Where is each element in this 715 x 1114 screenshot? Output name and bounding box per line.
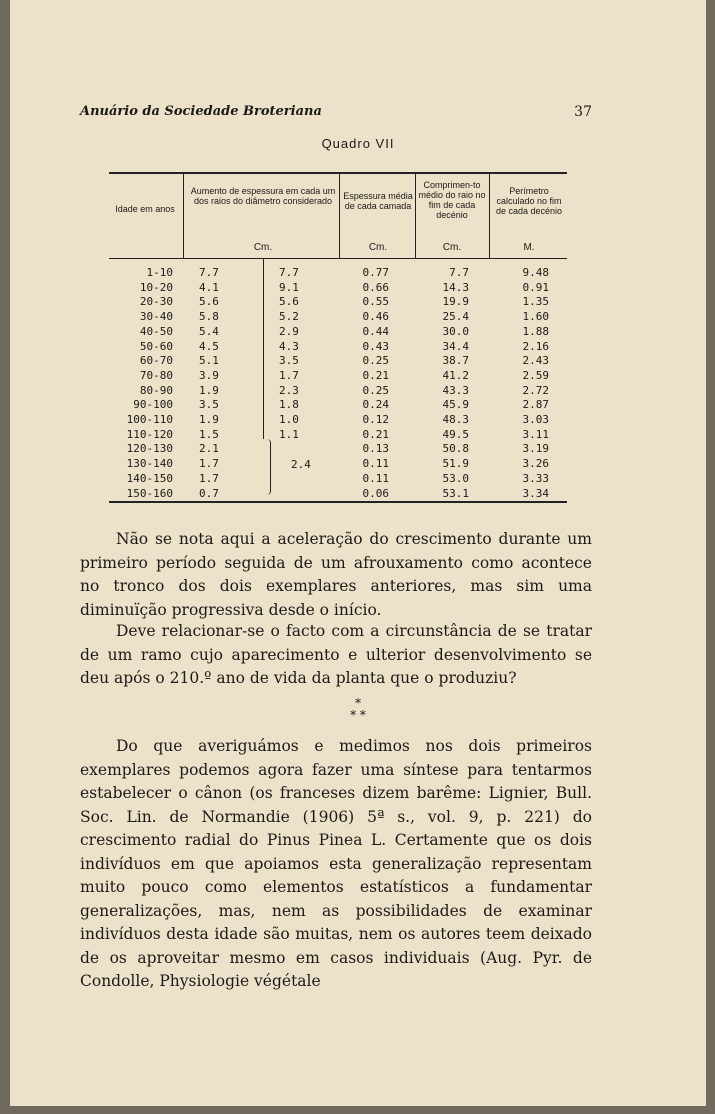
- cell-perimeter: 2.59: [522, 368, 549, 382]
- table-body: [109, 259, 567, 501]
- cell-increment-1: 1.5: [199, 427, 219, 441]
- cell-thickness: 0.11: [362, 471, 389, 485]
- cell-increment-1: 3.9: [199, 368, 219, 382]
- cell-perimeter: 3.33: [522, 471, 549, 485]
- cell-thickness: 0.21: [362, 368, 389, 382]
- cell-thickness: 0.43: [362, 339, 389, 353]
- paragraph-text: Não se nota aqui a aceleração do crescimento durante um primeiro período seguida de um afrouxamento como acontece no tronco dos dois exemplares anteriores, mas sim uma diminuïção progressiva desde o início.: [80, 530, 592, 619]
- running-head: [80, 104, 592, 119]
- cell-increment-2: 9.1: [279, 280, 299, 294]
- section-separator: * * *: [350, 696, 366, 722]
- table-row: [109, 294, 567, 309]
- table-row: [109, 280, 567, 295]
- cell-perimeter: 3.34: [522, 486, 549, 500]
- table-row: [109, 339, 567, 354]
- cell-radius: 14.3: [442, 280, 469, 294]
- table-row: [109, 324, 567, 339]
- cell-increment-1: 0.7: [199, 486, 219, 500]
- cell-increment-2: 5.2: [279, 310, 299, 324]
- paragraph-text: Deve relacionar-se o facto com a circunstância de se tratar de um ramo cujo aparecimento e ulterior desenvolvimento se deu após o 210.º ano de vida da planta que o produziu?: [80, 622, 592, 687]
- cell-thickness: 0.12: [362, 413, 389, 426]
- col-header-thickness: Espessura média de cada camada: [343, 191, 413, 211]
- cell-perimeter: 1.60: [522, 310, 549, 324]
- table-row: [109, 265, 567, 280]
- table-row: [109, 383, 567, 398]
- cell-increment-1: 5.8: [199, 310, 219, 324]
- cell-increment-2: 3.5: [279, 354, 299, 368]
- cell-perimeter: 1.35: [522, 295, 549, 309]
- book-page: [10, 0, 706, 1106]
- cell-thickness: 0.13: [362, 442, 389, 456]
- cell-age: 110-120: [126, 427, 173, 441]
- cell-radius: 19.9: [442, 295, 469, 309]
- cell-increment-1: 1.9: [199, 413, 219, 426]
- cell-thickness: 0.25: [362, 383, 389, 397]
- paragraph-text: Do que averiguámos e medimos nos dois primeiros exemplares podemos agora fazer uma síntese para tentarmos estabelecer o cânon (os franceses dizem barême: Lignier, Bull. Soc. Lin. de Normandie (1906) 5ª s., vol. 9, p. 221) do crescimento radial do Pinus Pinea L. Certamente que os dois indivíduos em que apoiamos esta generalização representam muito pouco como elementos estatísticos a fundamentar generalizações, mas, nem as possibilidades de examinar indivíduos desta idade são muitas, nem os autores teem deixado de os aproveitar mesmo em casos individuais (Aug. Pyr. de Condolle, Physiologie végétale: [80, 737, 592, 990]
- cell-age: 120-130: [126, 442, 173, 456]
- cell-perimeter: 1.88: [522, 324, 549, 338]
- cell-increment-1: 7.7: [199, 266, 219, 279]
- cell-radius: 45.9: [442, 398, 469, 412]
- cell-increment-1: 1.7: [199, 457, 219, 471]
- table-row: [109, 486, 567, 501]
- col-divider: [339, 174, 340, 258]
- cell-increment-1: 4.5: [199, 339, 219, 353]
- cell-age: 130-140: [126, 457, 173, 471]
- cell-age: 100-110: [126, 413, 173, 426]
- table-header: [109, 174, 567, 259]
- col-header-age: Idade em anos: [115, 204, 175, 214]
- cell-increment-1: 5.1: [199, 354, 219, 368]
- col-header-perimeter: Perímetro calculado no fim de cada decénio: [495, 186, 563, 216]
- table-row: [109, 309, 567, 324]
- cell-radius: 51.9: [442, 457, 469, 471]
- col-divider: [489, 174, 490, 258]
- col-header-radius: Comprimen-to médio do raio no fim de cada decénio: [418, 180, 486, 220]
- cell-radius: 30.0: [442, 324, 469, 338]
- table-row: [109, 456, 567, 471]
- cell-age: 90-100: [133, 398, 173, 412]
- cell-increment-1: 1.9: [199, 383, 219, 397]
- table-title: Quadro VII: [321, 136, 395, 151]
- cell-thickness: 0.46: [362, 310, 389, 324]
- cell-perimeter: 2.43: [522, 354, 549, 368]
- bracket-value: 2.4: [291, 458, 311, 471]
- cell-radius: 53.1: [442, 486, 469, 500]
- cell-increment-2: 1.8: [279, 398, 299, 412]
- unit-increment: Cm.: [253, 242, 273, 253]
- cell-increment-1: 3.5: [199, 398, 219, 412]
- growth-table: [109, 172, 567, 503]
- cell-perimeter: 3.19: [522, 442, 549, 456]
- cell-increment-2: 2.9: [279, 324, 299, 338]
- col-divider: [183, 174, 184, 258]
- cell-increment-1: 4.1: [199, 280, 219, 294]
- unit-thickness: Cm.: [368, 242, 388, 253]
- table-row: [109, 412, 567, 427]
- cell-radius: 34.4: [442, 339, 469, 353]
- cell-age: 80-90: [139, 383, 173, 397]
- cell-age: 10-20: [139, 280, 173, 294]
- cell-radius: 38.7: [442, 354, 469, 368]
- cell-age: 1-10: [146, 266, 173, 279]
- cell-age: 70-80: [139, 368, 173, 382]
- cell-thickness: 0.44: [362, 324, 389, 338]
- table-row: [109, 353, 567, 368]
- cell-radius: 53.0: [442, 471, 469, 485]
- cell-thickness: 0.77: [362, 266, 389, 279]
- cell-increment-2: 1.0: [279, 413, 299, 426]
- cell-perimeter: 3.26: [522, 457, 549, 471]
- cell-radius: 25.4: [442, 310, 469, 324]
- table-row: [109, 427, 567, 442]
- cell-increment-2: 1.1: [279, 427, 299, 441]
- journal-title: Anuário da Sociedade Broteriana: [80, 104, 322, 119]
- cell-perimeter: 9.48: [522, 266, 549, 279]
- cell-thickness: 0.06: [362, 486, 389, 500]
- cell-radius: 48.3: [442, 413, 469, 426]
- cell-increment-2: 1.7: [279, 368, 299, 382]
- cell-increment-1: 2.1: [199, 442, 219, 456]
- paragraph-3: [80, 735, 592, 994]
- paragraph-1: [80, 528, 592, 622]
- cell-age: 40-50: [139, 324, 173, 338]
- cell-increment-2: 7.7: [279, 266, 299, 279]
- col-header-increment: Aumento de espessura em cada um dos raios do diâmetro considerado: [190, 186, 336, 206]
- cell-age: 140-150: [126, 471, 173, 485]
- cell-perimeter: 3.11: [522, 427, 549, 441]
- cell-perimeter: 2.87: [522, 398, 549, 412]
- cell-perimeter: 3.03: [522, 413, 549, 426]
- cell-perimeter: 0.91: [522, 280, 549, 294]
- table-row: [109, 368, 567, 383]
- page-number: 37: [574, 104, 592, 120]
- cell-increment-1: 5.4: [199, 324, 219, 338]
- col-divider: [415, 174, 416, 258]
- cell-perimeter: 2.16: [522, 339, 549, 353]
- table-row: [109, 471, 567, 486]
- cell-radius: 41.2: [442, 368, 469, 382]
- cell-thickness: 0.25: [362, 354, 389, 368]
- cell-radius: 50.8: [442, 442, 469, 456]
- unit-radius: Cm.: [442, 242, 462, 253]
- table-row: [109, 441, 567, 456]
- cell-increment-2: 5.6: [279, 295, 299, 309]
- cell-radius: 49.5: [442, 427, 469, 441]
- cell-perimeter: 2.72: [522, 383, 549, 397]
- unit-perimeter: M.: [523, 242, 535, 253]
- cell-thickness: 0.55: [362, 295, 389, 309]
- cell-increment-2: 4.3: [279, 339, 299, 353]
- cell-thickness: 0.21: [362, 427, 389, 441]
- cell-age: 60-70: [139, 354, 173, 368]
- cell-radius: 7.7: [449, 266, 469, 279]
- cell-increment-1: 1.7: [199, 471, 219, 485]
- cell-thickness: 0.24: [362, 398, 389, 412]
- cell-age: 50-60: [139, 339, 173, 353]
- cell-age: 20-30: [139, 295, 173, 309]
- cell-increment-1: 5.6: [199, 295, 219, 309]
- cell-age: 150-160: [126, 486, 173, 500]
- cell-thickness: 0.66: [362, 280, 389, 294]
- table-row: [109, 397, 567, 412]
- cell-radius: 43.3: [442, 383, 469, 397]
- cell-age: 30-40: [139, 310, 173, 324]
- cell-increment-2: 2.3: [279, 383, 299, 397]
- paragraph-2: [80, 620, 592, 691]
- cell-thickness: 0.11: [362, 457, 389, 471]
